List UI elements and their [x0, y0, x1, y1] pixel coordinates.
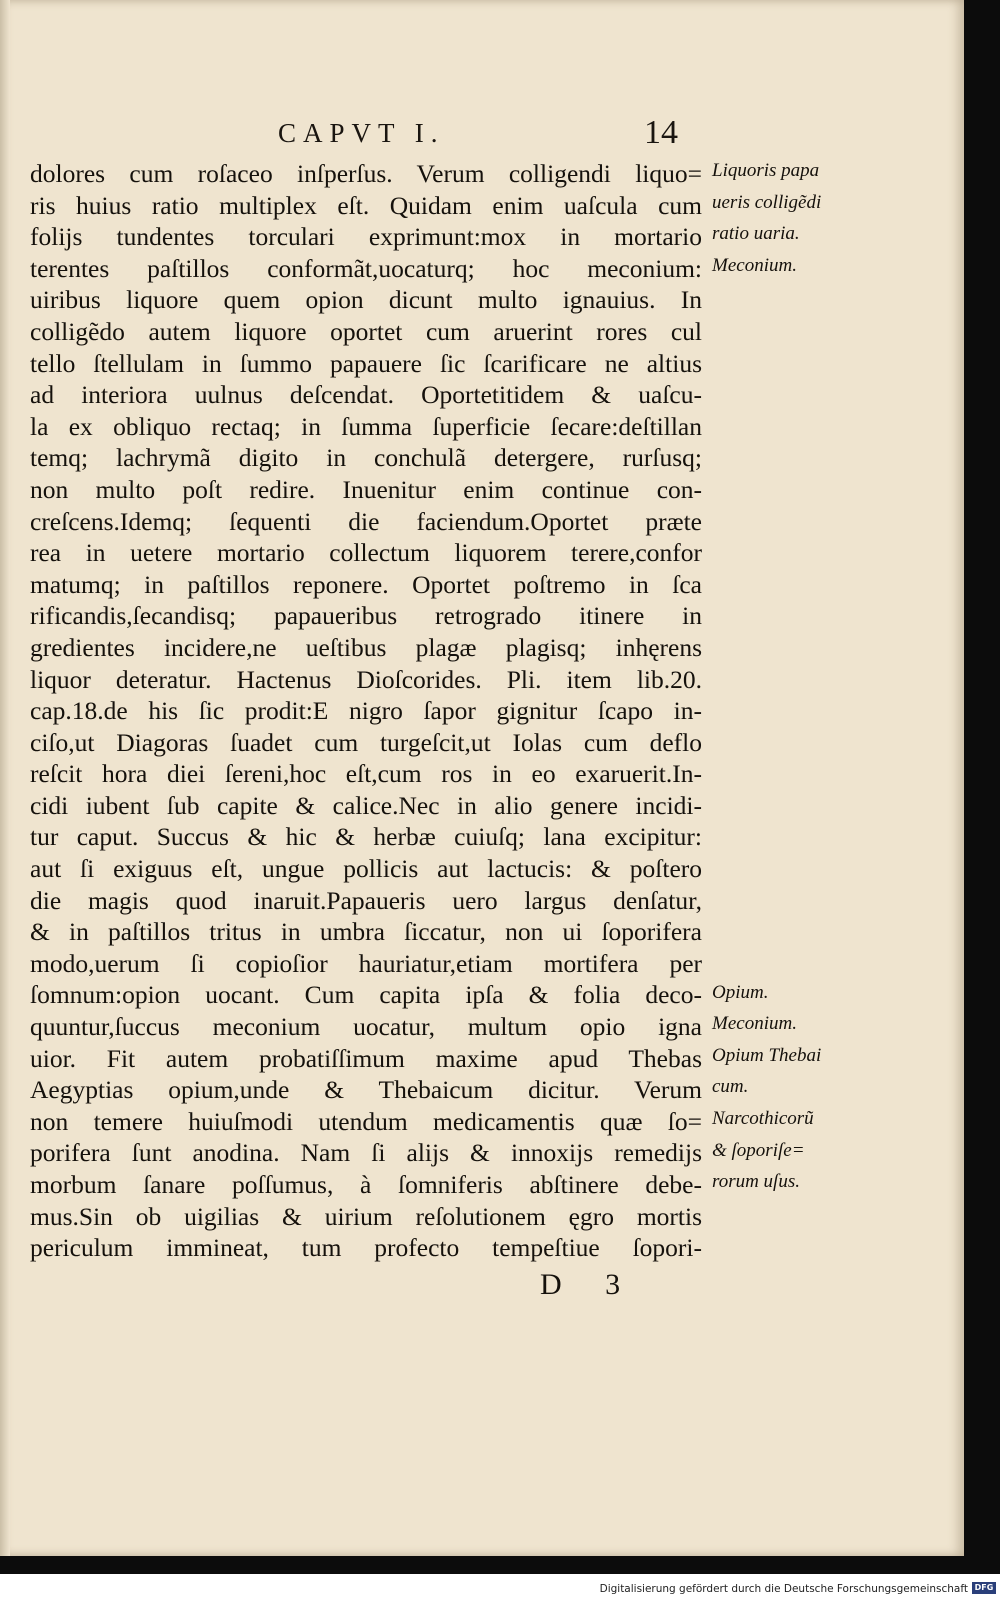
text-line: matumq; in paſtillos reponere. Oportet poſtremo in ſca	[30, 569, 702, 599]
margin-note: Opium Thebai	[712, 1044, 822, 1066]
text-line: die magis quod inaruit.Papaueris uero largus denſatur,	[30, 885, 702, 915]
text-line: ris huius ratio multiplex eſt. Quidam enim uaſcula cum	[30, 190, 702, 220]
text-line: non multo poſt redire. Inuenitur enim continue con-	[30, 474, 702, 504]
text-line: modo,uerum ſi copioſior hauriatur,etiam mortifera per	[30, 948, 702, 978]
text-line: uiribus liquore quem opion dicunt multo ignauius. In	[30, 285, 702, 315]
text-line: quuntur,ſuccus meconium uocatur, multum opio igna	[30, 1012, 702, 1042]
margin-note: Narcothicorũ	[712, 1108, 814, 1129]
main-text-block	[30, 158, 702, 1264]
text-line: terentes paſtillos conformãt,uocaturq; hoc meconium:	[30, 253, 702, 283]
margin-note: & ſoporiſe=	[712, 1139, 805, 1161]
text-line: mus.Sin ob uigilias & uirium reſolutionem ęgro mortis	[30, 1201, 702, 1231]
margin-note: cum.	[712, 1076, 749, 1098]
text-line: reſcit hora diei ſereni,hoc eſt,cum ros in eo exaruerit.In-	[30, 759, 702, 789]
margin-note: ratio uaria.	[712, 223, 800, 245]
text-line: colligẽdo autem liquore oportet cum aruerint rores cul	[30, 316, 702, 346]
text-line: rea in uetere mortario collectum liquorem terere,confor	[30, 538, 702, 568]
text-line: & in paſtillos tritus in umbra ſiccatur, non ui ſoporifera	[30, 917, 702, 947]
margin-note: rorum uſus.	[712, 1171, 800, 1193]
text-line: morbum ſanare poſſumus, à ſomniferis abſtinere debe-	[30, 1170, 702, 1199]
margin-note: ueris colligẽdi	[712, 191, 822, 213]
folio-number: 14	[644, 114, 678, 151]
text-line: gredientes incidere,ne ueſtibus plagæ plagisq; inhęrens	[30, 632, 702, 662]
text-line: rificandis,ſecandisq; papaueribus retrogrado itinere in	[30, 601, 702, 631]
text-line: porifera ſunt anodina. Nam ſi alijs & innoxijs remedijs	[30, 1138, 702, 1168]
text-line: non temere huiuſmodi utendum medicamentis quæ ſo=	[30, 1106, 702, 1136]
margin-note: Meconium.	[712, 254, 797, 276]
funding-credit: Digitalisierung gefördert durch die Deutsche Forschungsgemeinschaft	[599, 1583, 968, 1595]
signature-mark: D 3	[540, 1268, 639, 1301]
text-line: Aegyptias opium,unde & Thebaicum dicitur. Verum	[30, 1075, 702, 1105]
text-line: periculum immineat, tum profecto tempeſtiue ſopori-	[30, 1233, 702, 1263]
text-line: folijs tundentes torculari exprimunt:mox in mortario	[30, 222, 702, 252]
page-spine-shadow	[0, 0, 10, 1556]
dfg-logo: DFG	[972, 1582, 996, 1594]
margin-note: Liquoris papa	[712, 160, 820, 181]
text-line: tur caput. Succus & hic & herbæ cuiuſq; lana excipitur:	[30, 822, 702, 852]
margin-note: Opium.	[712, 981, 769, 1003]
text-line: cidi iubent ſub capite & calice.Nec in alio genere incidi-	[30, 790, 702, 820]
margin-note: Meconium.	[712, 1013, 797, 1035]
chapter-heading: CAPVT I.	[278, 118, 445, 148]
text-line: ciſo,ut Diagoras ſuadet cum turgeſcit,ut Iolas cum deflo	[30, 727, 702, 757]
text-line: dolores cum roſaceo inſperſus. Verum colligendi liquo=	[30, 159, 702, 188]
text-line: uior. Fit autem probatiſſimum maxime apud Thebas	[30, 1043, 702, 1073]
running-head	[0, 114, 964, 158]
text-line: ad interiora uulnus deſcendat. Oportetitidem & uaſcu-	[30, 380, 702, 410]
text-line: ſomnum:opion uocant. Cum capita ipſa & folia deco-	[30, 980, 702, 1010]
text-line: temq; lachrymã digito in conchulã detergere, rurſusq;	[30, 443, 702, 473]
text-line: la ex obliquo rectaq; in ſumma ſuperficie ſecare:deſtillan	[30, 411, 702, 441]
text-line: cap.18.de his ſic prodit:E nigro ſapor gignitur ſcapo in-	[30, 696, 702, 726]
text-line: aut ſi exiguus eſt, ungue pollicis aut lactucis: & poſtero	[30, 854, 702, 884]
footer-bar	[0, 1574, 1000, 1604]
text-line: liquor deteratur. Hactenus Dioſcorides. Pli. item lib.20.	[30, 664, 702, 694]
text-line: creſcens.Idemq; ſequenti die faciendum.Oportet præte	[30, 506, 702, 536]
text-line: tello ſtellulam in ſummo papauere ſic ſcarificare ne altius	[30, 348, 702, 378]
